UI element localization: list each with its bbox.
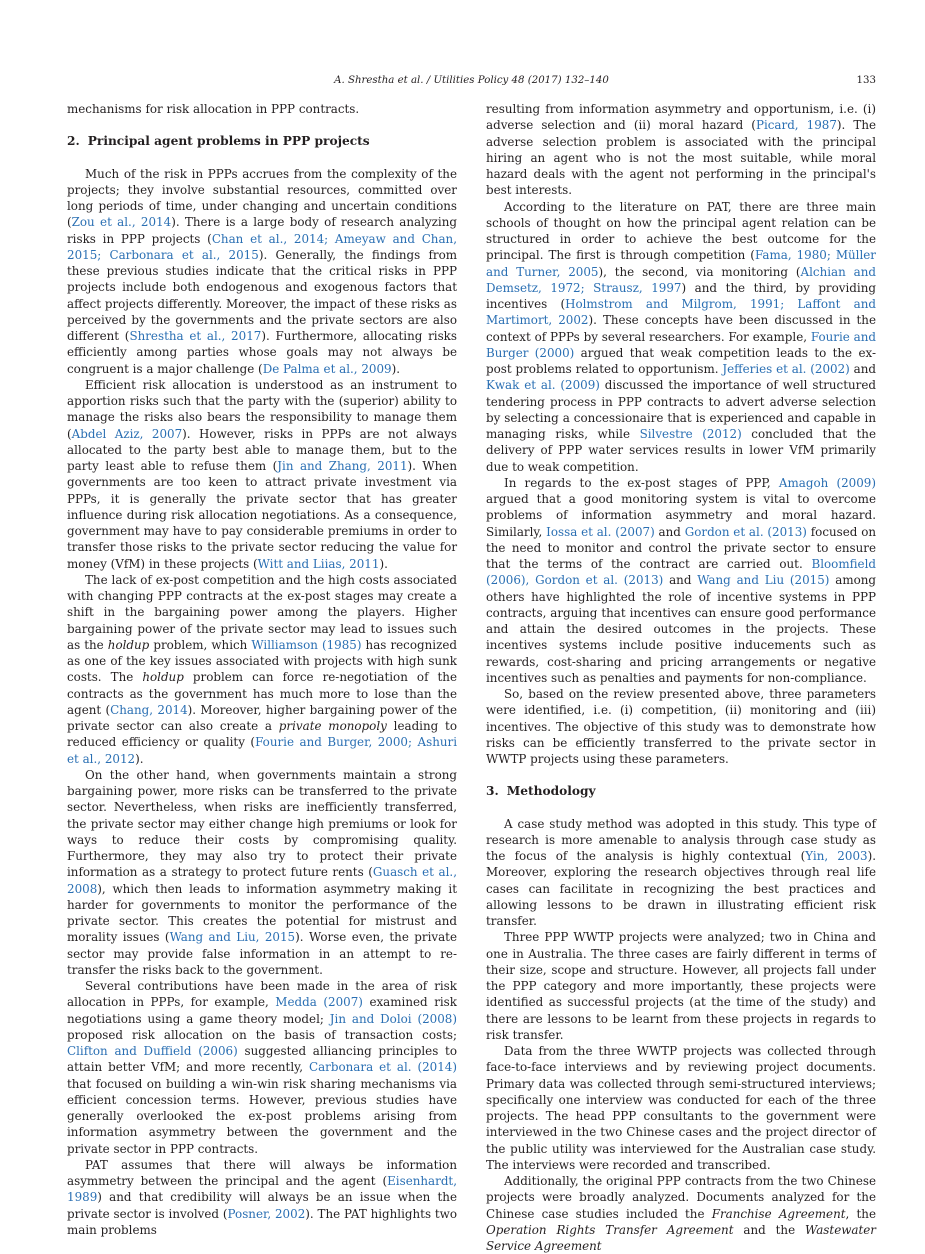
paragraph: Efficient risk allocation is understood as an instrument to apportion risks such that the party with the (superior) ability to manage the risks also bears the responsibility to manage them (Abdel Aziz, 2007). However, risks in PPPs are not always allocated to the party best able to manage them, but to the party least able to refuse them (Jin and Zhang, 2011). When governments are too keen to attract private investment via PPPs, it is generally the private sector that has greater influence during risk allocation negotiations. As a consequence, government may have to pay considerable premiums in order to transfer those risks to the private sector reducing the value for money (VfM) in these projects (Witt and Liias, 2011). <box>67 377 458 571</box>
citation-link[interactable]: Chang, 2014 <box>110 702 188 717</box>
citation-link[interactable]: Chan et al., 2014; Ameyaw and Chan, 2015; Carbonara et al., 2015 <box>67 231 457 262</box>
paragraph: The lack of ex-post competition and the high costs associated with changing PPP contracts at the ex-post stages may create a shift in the bargaining power among the players. Higher bargaining power of the private sector may lead to issues such as the holdup problem, which Williamson (1985) has recognized as one of the key issues associated with projects with high sunk costs. The holdup problem can force re-negotiation of the contracts as the government has much more to lose than the agent (Chang, 2014). Moreover, higher bargaining power of the private sector can also create a private monopoly leading to reduced efficiency or quality (Fourie and Burger, 2000; Ashuri et al., 2012). <box>67 572 458 766</box>
left-column <box>67 101 457 1238</box>
paragraph: A case study method was adopted in this study. This type of research is more amenable to analysis through case study as the focus of the analysis is highly contextual (Yin, 2003). Moreover, exploring the research objectives through real life cases can facilitate in recognizing the best practices and allowing lessons to be drawn in illustrating efficient risk transfer. <box>486 816 876 928</box>
citation-link[interactable]: Jin and Zhang, 2011 <box>277 459 408 473</box>
citation-link[interactable]: Gordon et al. (2013) <box>684 524 807 539</box>
citation-link[interactable]: Alchian and Demsetz, 1972; Strausz, 1997 <box>486 264 876 295</box>
citation-link[interactable]: Clifton and Duffield (2006) <box>67 1044 238 1058</box>
citation-link[interactable]: Witt and Liias, 2011 <box>257 556 380 571</box>
section-heading: 2. Principal agent problems in PPP projects <box>67 134 370 149</box>
citation-link[interactable]: Jefferies et al. (2002) <box>722 362 850 376</box>
citation-link[interactable]: Williamson (1985) <box>251 637 362 652</box>
paragraph: Additionally, the original PPP contracts from the two Chinese projects were broadly analyzed. Documents analyzed for the Chinese case studies included the Franchise Agreement, the Operation Rights Transfer Agreement and the Wastewater Service Agreement <box>486 1174 876 1253</box>
citation-link[interactable]: De Palma et al., 2009 <box>262 361 392 376</box>
paragraph: On the other hand, when governments maintain a strong bargaining power, more risks can be transferred to the private sector. Nevertheless, when risks are inefficiently transferred, the private sector may either change high premiums or look for ways to reduce their costs by compromising quality. Furthermore, they may also try to protect their private information as a strategy to protect future rents (Guasch et al., 2008), which then leads to information asymmetry making it harder for governments to monitor the performance of the private sector. This creates the potential for mistrust and morality issues (Wang and Liu, 2015). Worse even, the private sector may provide false information in an attempt to re-transfer the risks back to the government. <box>67 767 458 977</box>
paragraph: mechanisms for risk allocation in PPP contracts. <box>67 102 360 116</box>
citation-link[interactable]: Picard, 1987 <box>755 118 837 133</box>
citation-link[interactable]: Yin, 2003 <box>805 849 868 863</box>
citation-link[interactable]: Medda (2007) <box>275 995 363 1010</box>
running-head <box>67 74 876 88</box>
paragraph: So, based on the review presented above, three parameters were identified, i.e. (i) competition, (ii) monitoring and (iii) incentives. The objective of this study was to demonstrate how risks can be efficiently transferred to the private sector in WWTP projects using these parameters. <box>486 687 876 766</box>
citation-link[interactable]: Fama, 1980; Müller and Turner, 2005 <box>486 248 876 279</box>
citation-link[interactable]: Fourie and Burger (2000) <box>486 329 876 360</box>
citation-link[interactable]: Posner, 2002 <box>227 1206 306 1221</box>
journal-citation: A. Shrestha et al. / Utilities Policy 48 (2017) 132–140 <box>334 75 609 86</box>
paragraph: In regards to the ex-post stages of PPP, Amagoh (2009) argued that a good monitoring system is vital to overcome problems of information asymmetry and moral hazard. Similarly, Iossa et al. (2007) and Gordon et al. (2013) focused on the need to monitor and control the private sector to ensure that the terms of the contract are carried out. Bloomfield (2006), Gordon et al. (2013) and Wang and Liu (2015) among others have highlighted the role of incentive systems in PPP contracts, arguing that incentives can ensure good performance and attain the desired outcomes in the projects. These incentives systems include positive inducements such as rewards, cost-sharing and pricing arrangements or negative incentives such as penalties and payments for non-compliance. <box>486 475 877 685</box>
citation-link[interactable]: Fourie and Burger, 2000; Ashuri et al., 2012 <box>67 735 457 766</box>
citation-link[interactable]: Kwak et al. (2009) <box>486 378 600 393</box>
citation-link[interactable]: Zou et al., 2014 <box>71 215 172 230</box>
citation-link[interactable]: Holmstrom and Milgrom, 1991; Laffont and Martimort, 2002 <box>486 297 876 328</box>
citation-link[interactable]: Iossa et al. (2007) <box>546 524 655 539</box>
citation-link[interactable]: Guasch et al., 2008 <box>67 865 457 896</box>
citation-link[interactable]: Bloomfield (2006), Gordon et al. (2013) <box>486 557 876 588</box>
paragraph: PAT assumes that there will always be information asymmetry between the principal and the agent (Eisenhardt, 1989) and that credibility will always be an issue when the private sector is involved (Posner, 2002). The PAT highlights two main problems <box>67 1157 458 1237</box>
paragraph: Several contributions have been made in the area of risk allocation in PPPs, for example, Medda (2007) examined risk negotiations using a game theory model; Jin and Doloi (2008) proposed risk allocation on the basis of transaction costs; Clifton and Duffield (2006) suggested alliancing principles to attain better VfM; and more recently, Carbonara et al. (2014) that focused on building a win-win risk sharing mechanisms via efficient concession terms. However, previous studies have generally overlooked the ex-post problems arising from information asymmetry between the government and the private sector in PPP contracts. <box>67 979 457 1156</box>
paragraph: Three PPP WWTP projects were analyzed; two in China and one in Australia. The three cases are fairly different in terms of their size, scope and structure. However, all projects fall under the PPP category and more importantly, these projects were identified as successful projects (at the time of the study) and there are lessons to be learnt from these projects in regards to risk transfer. <box>486 930 876 1042</box>
right-column <box>486 101 876 1254</box>
citation-link[interactable]: Eisenhardt, 1989 <box>67 1174 457 1205</box>
citation-link[interactable]: Abdel Aziz, 2007 <box>71 426 183 441</box>
citation-link[interactable]: Wang and Liu (2015) <box>697 573 830 588</box>
citation-link[interactable]: Carbonara et al. (2014) <box>309 1060 457 1075</box>
paragraph: According to the literature on PAT, there are three main schools of thought on how the principal agent relation can be structured in order to achieve the best outcome for the principal. The first is through competition (Fama, 1980; Müller and Turner, 2005), the second, via monitoring (Alchian and Demsetz, 1972; Strausz, 1997) and the third, by providing incentives (Holmstrom and Milgrom, 1991; Laffont and Martimort, 2002). These concepts have been discussed in the context of PPPs by several researchers. For example, Fourie and Burger (2000) argued that weak competition leads to the ex-post problems related to opportunism. Jefferies et al. (2002) and Kwak et al. (2009) discussed the importance of well structured tendering process in PPP contracts to advert adverse selection by selecting a concessionaire that is experienced and capable in managing risks, while Silvestre (2012) concluded that the delivery of PPP water services results in lower VfM primarily due to weak competition. <box>486 199 877 474</box>
paragraph: Much of the risk in PPPs accrues from the complexity of the projects; they involve substantial resources, committed over long periods of time, under changing and uncertain conditions (Zou et al., 2014). There is a large body of research analyzing risks in PPP projects (Chan et al., 2014; Ameyaw and Chan, 2015; Carbonara et al., 2015). Generally, the findings from these previous studies indicate that the critical risks in PPP projects include both endogenous and exogenous factors that affect projects differently. Moreover, the impact of these risks as perceived by the governments and the private sectors are also different (Shrestha et al., 2017). Furthermore, allocating risks efficiently among parties whose goals may not always be congruent is a major challenge (De Palma et al., 2009). <box>67 166 458 376</box>
citation-link[interactable]: Amagoh (2009) <box>778 475 876 490</box>
citation-link[interactable]: Silvestre (2012) <box>639 427 742 441</box>
page-number: 133 <box>856 75 876 86</box>
citation-link[interactable]: Shrestha et al., 2017 <box>129 329 262 343</box>
section-heading: 3. Methodology <box>486 784 596 799</box>
citation-link[interactable]: Jin and Doloi (2008) <box>329 1011 457 1026</box>
paragraph: resulting from information asymmetry and opportunism, i.e. (i) adverse selection and (ii) moral hazard (Picard, 1987). The adverse selection problem is associated with the principal hiring an agent who is not the most suitable, while moral hazard deals with the agent not performing in the principal's best interests. <box>486 102 877 198</box>
citation-link[interactable]: Wang and Liu, 2015 <box>169 930 296 945</box>
paragraph: Data from the three WWTP projects was collected through face-to-face interviews and by reviewing project documents. Primary data was collected through semi-structured interviews; specifically one interview was conducted for each of the three projects. The head PPP consultants to the government were interviewed in the two Chinese cases and the project director of the public utility was interviewed for the Australian case study. The interviews were recorded and transcribed. <box>486 1044 876 1172</box>
